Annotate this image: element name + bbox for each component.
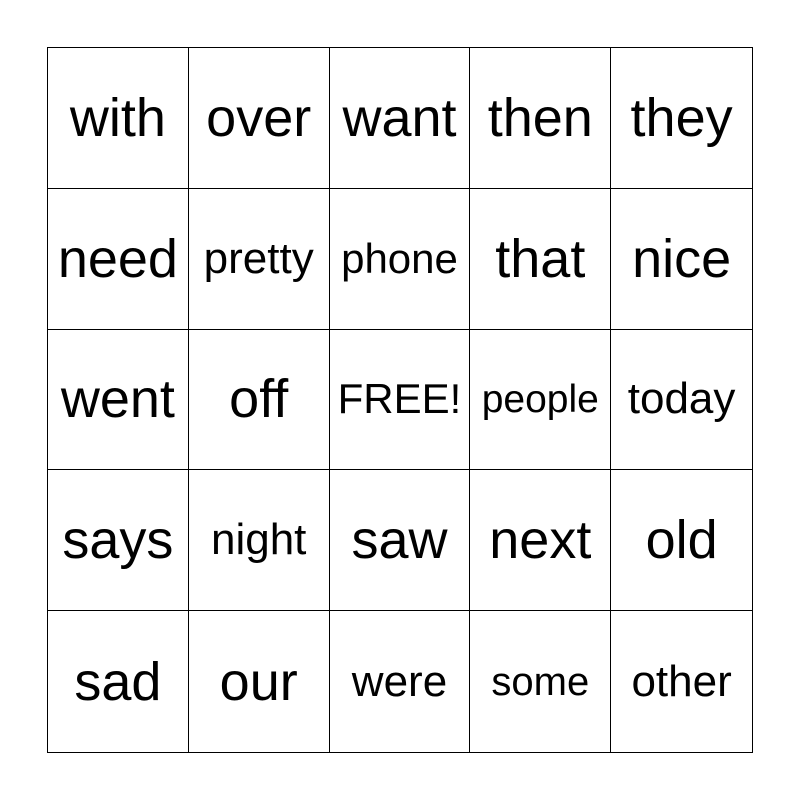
- bingo-cell[interactable]: went: [48, 330, 189, 471]
- bingo-cell[interactable]: our: [189, 611, 330, 752]
- bingo-cell[interactable]: sad: [48, 611, 189, 752]
- bingo-cell[interactable]: that: [470, 189, 611, 330]
- free-space-cell[interactable]: FREE!: [330, 330, 471, 471]
- bingo-board: [47, 47, 753, 753]
- bingo-cell[interactable]: were: [330, 611, 471, 752]
- bingo-cell[interactable]: pretty: [189, 189, 330, 330]
- bingo-cell[interactable]: today: [611, 330, 752, 471]
- bingo-cell[interactable]: next: [470, 470, 611, 611]
- bingo-cell[interactable]: some: [470, 611, 611, 752]
- bingo-cell[interactable]: people: [470, 330, 611, 471]
- bingo-cell[interactable]: other: [611, 611, 752, 752]
- bingo-cell[interactable]: nice: [611, 189, 752, 330]
- bingo-cell[interactable]: says: [48, 470, 189, 611]
- bingo-cell[interactable]: with: [48, 48, 189, 189]
- bingo-cell[interactable]: then: [470, 48, 611, 189]
- bingo-cell[interactable]: over: [189, 48, 330, 189]
- bingo-cell[interactable]: they: [611, 48, 752, 189]
- bingo-cell[interactable]: phone: [330, 189, 471, 330]
- bingo-cell[interactable]: night: [189, 470, 330, 611]
- bingo-cell[interactable]: need: [48, 189, 189, 330]
- bingo-cell[interactable]: want: [330, 48, 471, 189]
- bingo-cell[interactable]: off: [189, 330, 330, 471]
- bingo-cell[interactable]: saw: [330, 470, 471, 611]
- bingo-cell[interactable]: old: [611, 470, 752, 611]
